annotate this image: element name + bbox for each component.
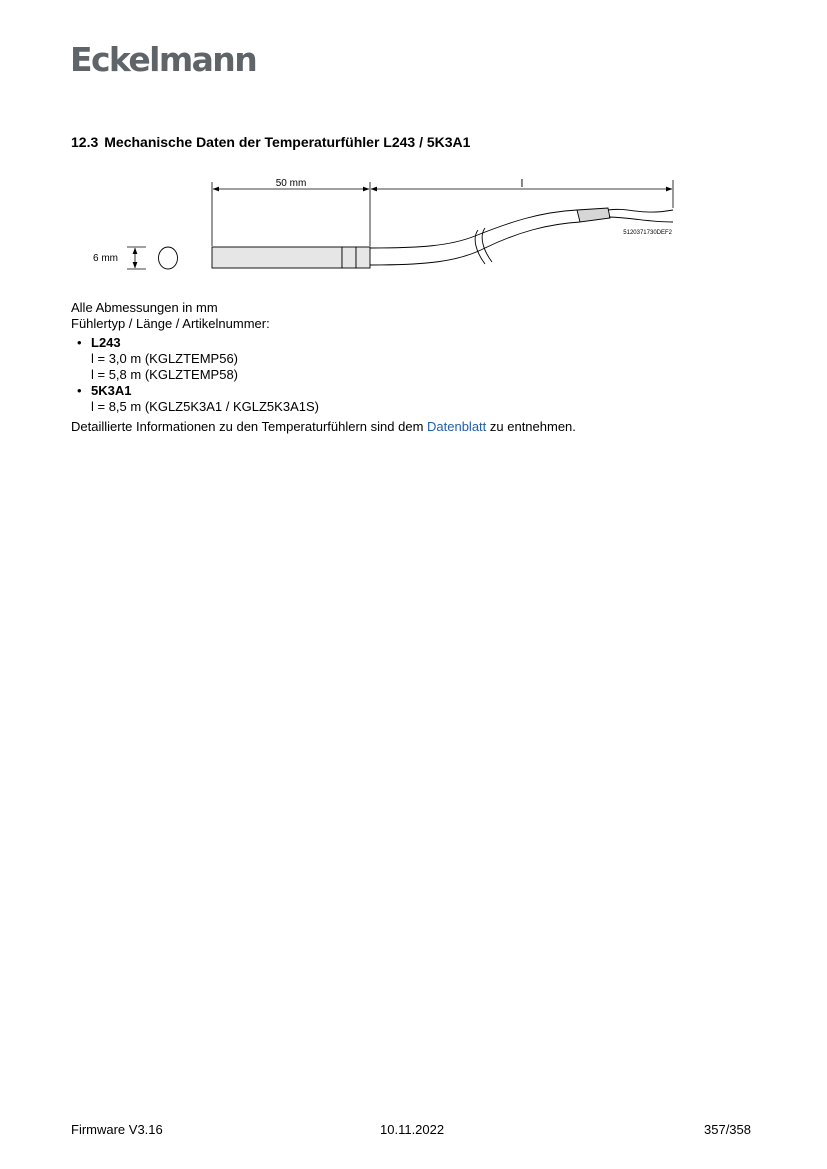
list-intro: Fühlertyp / Länge / Artikelnummer: [71,316,270,331]
sensor-name: • 5K3A1 [91,383,132,398]
section-heading [71,134,470,150]
eckelmann-logo: Eckelmann [70,40,257,79]
sensor-list [71,335,761,415]
sensor-variant: l = 8,5 m (KGLZ5K3A1 / KGLZ5K3A1S) [91,399,319,414]
footer-page-number: 357/358 [704,1122,751,1137]
list-item [71,335,761,383]
datasheet-note-prefix: Detaillierte Informationen zu den Temperaturfühlern sind dem [71,419,428,434]
datasheet-link[interactable]: Datenblatt [427,419,487,434]
sensor-variant: l = 5,8 m (KGLZTEMP58) [91,367,239,382]
list-item [71,383,761,415]
footer-firmware: Firmware V3.16 [71,1122,163,1137]
dim-diameter-label: 6 mm [93,253,118,264]
footer-date: 10.11.2022 [380,1122,445,1137]
datasheet-note-suffix: zu entnehmen. [486,419,576,434]
sensor-description [71,300,761,435]
section-number: 12.3 [71,134,99,150]
sensor-name: • L243 [91,335,121,350]
drawing-code: 5120371730DEF2 [623,230,672,236]
sensor-dimension-drawing [80,172,680,272]
dim-length-label: 50 mm [275,178,307,189]
units-note: Alle Abmessungen in mm [71,300,218,315]
datasheet-note [71,419,761,435]
section-title: Mechanische Daten der Temperaturfühler L243 / 5K3A1 [104,134,471,150]
sensor-variant: l = 3,0 m (KGLZTEMP56) [91,351,239,366]
dim-cable-label: l [520,178,524,190]
